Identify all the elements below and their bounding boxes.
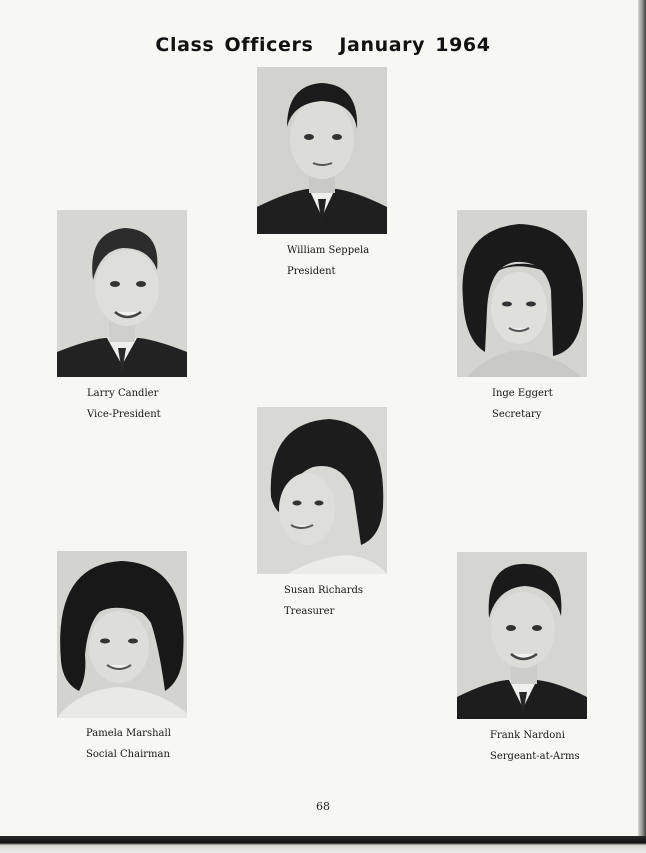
portrait-treasurer <box>257 407 387 574</box>
portrait-male-image <box>257 67 387 234</box>
portrait-sergeant-at-arms <box>457 552 587 719</box>
page-title-left: Class Officers <box>155 34 314 56</box>
officer-name: Inge Eggert <box>492 388 553 399</box>
officer-role: Vice-President <box>87 409 161 420</box>
portrait-male-image <box>457 552 587 719</box>
portrait-president <box>257 67 387 234</box>
caption-sergeant-at-arms <box>490 725 580 767</box>
officer-name: Pamela Marshall <box>86 728 171 739</box>
book-spine-shadow <box>638 0 646 836</box>
portrait-social-chairman <box>57 551 187 718</box>
officer-name: Larry Candler <box>87 388 159 399</box>
officer-role: Sergeant-at-Arms <box>490 751 580 762</box>
page-title <box>0 34 646 56</box>
officer-role: President <box>287 266 336 277</box>
portrait-female-image <box>457 210 587 377</box>
portrait-vice-president <box>57 210 187 377</box>
officer-role: Social Chairman <box>86 749 170 760</box>
page-number: 68 <box>316 800 330 813</box>
portrait-male-image <box>57 210 187 377</box>
caption-secretary <box>492 383 553 425</box>
page-bottom-edge <box>0 836 646 853</box>
caption-treasurer <box>284 580 363 622</box>
officer-name: William Seppela <box>287 245 370 256</box>
officer-name: Susan Richards <box>284 585 364 596</box>
portrait-female-image <box>257 407 387 574</box>
portrait-female-image <box>57 551 187 718</box>
portrait-secretary <box>457 210 587 377</box>
officer-role: Treasurer <box>284 606 335 617</box>
caption-president <box>287 240 369 282</box>
caption-social-chairman <box>86 723 171 765</box>
officer-name: Frank Nardoni <box>490 730 565 741</box>
page-title-right: January 1964 <box>339 34 491 56</box>
officer-role: Secretary <box>492 409 542 420</box>
caption-vice-president <box>87 383 161 425</box>
